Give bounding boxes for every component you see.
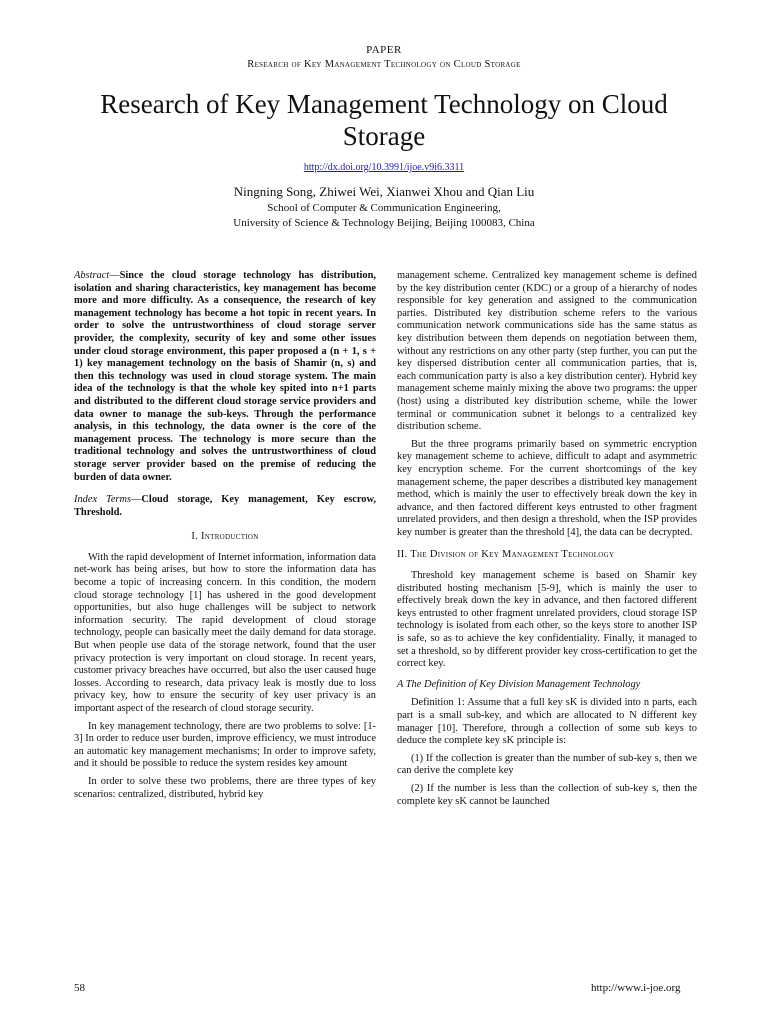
page-number: 58	[74, 982, 85, 994]
intro-paragraph-3: In order to solve these two problems, there are three types of key scenarios: centralized, distributed, hybrid key	[74, 775, 376, 800]
paper-label: PAPER	[366, 44, 402, 56]
authors: Ningning Song, Zhiwei Wei, Xianwei Xhou and Qian Liu	[233, 184, 535, 199]
doi-link[interactable]: http://dx.doi.org/10.3991/ijoe.v9i6.3311	[303, 162, 465, 173]
index-terms-text: Cloud storage, Key management, Key escrow, Threshold.	[74, 494, 376, 518]
running-title: Research of Key Management Technology on Cloud Storage	[247, 59, 521, 70]
affiliation-line-2: University of Science & Technology Beijing, Beijing 100083, China	[233, 217, 535, 229]
footer-url[interactable]: http://www.i-joe.org	[591, 982, 681, 994]
abstract-text: Since the cloud storage technology has distribution, isolation and sharing characteristics, key management has become more and more difficulty. As a consequence, the research of key management technology has become a hot topic in recent years. In order to solve the untrustworthiness of cloud storage server provider, the complexity, security of key and some other issues under cloud storage environment, this paper proposed a (n + 1, s + 1) key management technology on the basis of Shamir (n, s) and then this technology was used in cloud storage system. The main idea of the technology is that the whole key spited into n+1 parts and distributed to the different cloud storage service providers and data owner to manage the sub-keys. Through the performance analysis, in this technology, the data owner is the core of the management process. The technology is more secure than the traditional technology and solves the untrustworthiness of cloud storage server provider based on the premise of reducing the burden of data owner.	[74, 270, 376, 483]
affiliation-line-1: School of Computer & Communication Engineering,	[267, 202, 501, 214]
subsection-heading-definition: A The Definition of Key Division Management Technology	[397, 678, 641, 690]
index-terms-label: Index Terms	[74, 494, 132, 506]
index-terms	[74, 494, 376, 519]
section-heading-introduction: I. Introduction	[191, 531, 259, 543]
abstract-label: Abstract	[74, 270, 110, 281]
section-heading-division: II. The Division of Key Management Technology	[397, 549, 615, 561]
left-column	[74, 270, 376, 806]
definition-item-2: (2) If the number is less than the collection of sub-key s, then the complete key sK cannot be launched	[397, 782, 697, 807]
definition-item-1: (1) If the collection is greater than the number of sub-key s, then we can derive the complete key	[397, 752, 697, 777]
abstract	[74, 270, 376, 484]
intro-paragraph-2: In key management technology, there are two problems to solve: [1-3] In order to reduce user burden, improve efficiency, we must introduce an automatic key management mechanisms; In order to improve safety, and it should be possible to reduce the system resides key amount	[74, 720, 376, 770]
page-title: Research of Key Management Technology on Cloud Storage	[100, 89, 668, 151]
right-paragraph-1: management scheme. Centralized key management scheme is defined by the key distribution center (KDC) or a group of a hierarchy of nodes responsible for key generation and assigned to the communication parties. Distributed key distribution scheme refers to the various communication network communications side has the same status as key distribution between them depends on negotiation between them, without any restrictions on any other party (step further, you can put the key dispersed distribution center all communication parties, that is, each communication party is also a key distribution center). Hybrid key management scheme mainly mixing the above two programs: the upper (host) using a distributed key distribution scheme, while the lower terminal or communication subnet it belongs to a centralized key distribution scheme.	[397, 270, 697, 433]
division-paragraph-1: Threshold key management scheme is based on Shamir key distributed hosting mechanism [5-9], which is mainly the user to effectively break down the key in advance, and then factored different keys entrusted to other fragment unrelated providers, cloud storage ISP technology is isolated from each other, so the keys store to another ISP is safe, so as to achieve the key confidentiality. Finally, it managed to set a threshold, so by different provider key cross-certification to get the correct key.	[397, 570, 697, 670]
definition-1: Definition 1: Assume that a full key sK is divided into n parts, each part is a small sub-key, and which are allocated to N different key manager [10]. Therefore, through a collection of some sub keys to deduce the complete key sK principle is:	[397, 697, 697, 747]
right-paragraph-2: But the three programs primarily based on symmetric encryption key management scheme to achieve, difficult to adapt and asymmetric key encryption scheme. For the current shortcomings of the key management scheme, the paper describes a distributed key management method, which is mainly the user to effectively break down the key in advance, and then factored different keys entrusted to other fragment unrelated providers, and then design a threshold, when the ISP provides key number is greater than the threshold [4], the data can be decrypted.	[397, 438, 697, 538]
abstract-dash: —	[109, 270, 120, 281]
intro-paragraph-1: With the rapid development of Internet information, information data net-work has being arises, but how to store the information data has become a topic of increasing concern. In this condition, the modern cloud storage technology [1] has ushered in the good development opportunities, but also huge challenges will be subject to network information security. The rapid development of cloud storage technology, people can basically meet the daily demand for data storage. But when people use data of the storage network, found that the user privacy protection is very important on cloud storage. In recent years, customer privacy breaches have occurred, but also the user caused huge losses. According to research, data privacy leak is mostly due to loss privacy key, how to ensure the security of key user privacy is an important aspect of the research of cloud storage security.	[74, 551, 376, 714]
right-column	[397, 270, 697, 813]
index-terms-dash: —	[131, 494, 142, 506]
